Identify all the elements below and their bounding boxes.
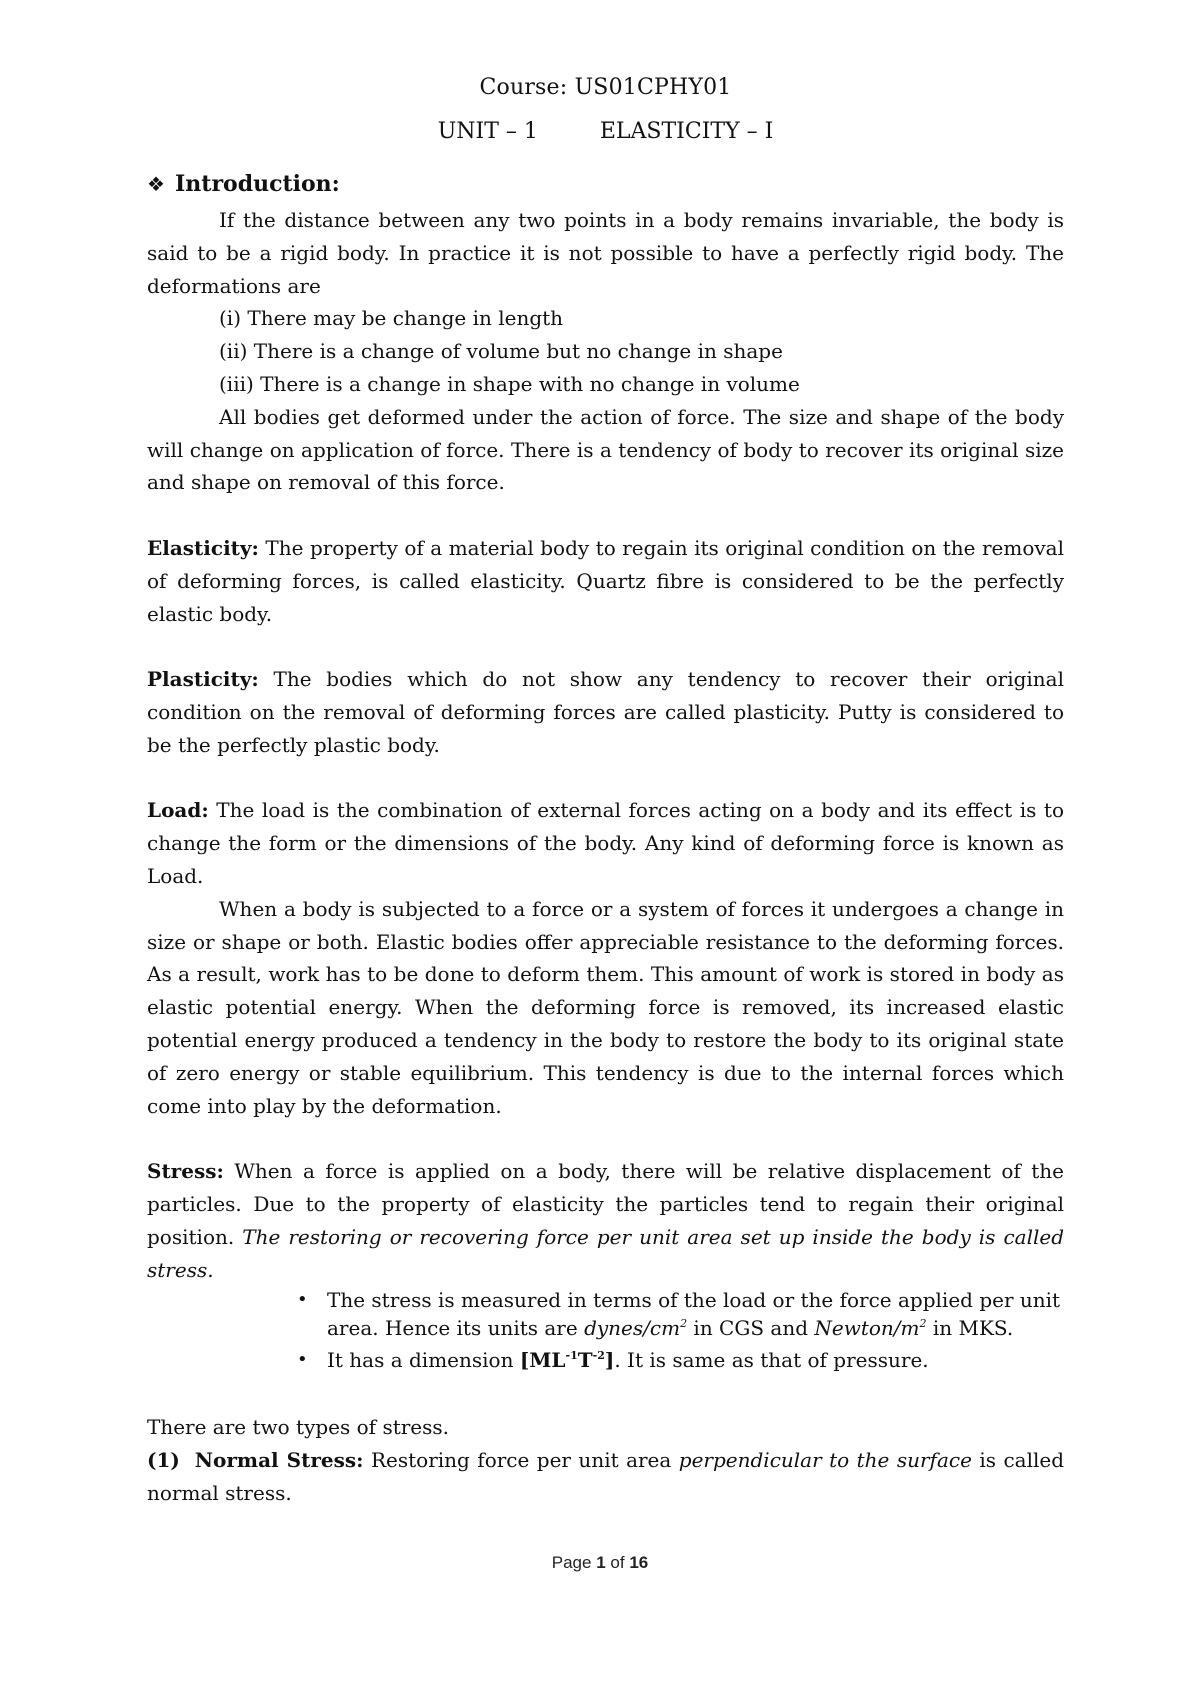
cgs-unit (584, 1316, 687, 1340)
dimension-t: T (577, 1348, 593, 1373)
dimension-text: It has a dimension (327, 1348, 520, 1373)
stress-bullet-list (147, 1286, 1064, 1374)
normal-stress-text: Restoring force per unit area (363, 1447, 679, 1472)
cgs-unit-exponent: 2 (680, 1317, 688, 1331)
normal-stress-number: (1) (147, 1447, 180, 1472)
load-term: Load: (147, 798, 209, 823)
introduction-heading-text: Introduction: (175, 171, 340, 197)
normal-stress-term: Normal Stress: (194, 1447, 364, 1472)
load-paragraph-2: When a body is subjected to a force or a system of forces it undergoes a change in size or shape or both. Elastic bodies offer appreciable resistance to the deforming forces. As a result, work has to be done to deform them. This amount of work is stored in body as elastic potential energy. When the deforming force is removed, its increased elastic potential energy produced a tendency in the body to restore the body to its original state of zero energy or stable equilibrium. This tendency is due to the internal forces which come into play by the deformation. (147, 896, 1064, 1118)
intro-paragraph-2: All bodies get deformed under the action of force. The size and shape of the body will change on application of force. There is a tendency of body to recover its original size and shape on removal of this force. (147, 404, 1064, 495)
stress-paragraph (147, 1155, 1064, 1286)
introduction-heading (147, 164, 1064, 204)
normal-stress-text-end: is called normal stress. (147, 1447, 1065, 1505)
stress-text: When a force is applied on a body, there will be relative displacement of the particles. Due to the property of elasticity the particles tend to regain their original position. (147, 1159, 1064, 1249)
stress-units-end: in MKS. (926, 1316, 1014, 1341)
page-footer (0, 1553, 1200, 1573)
elasticity-paragraph (147, 532, 1064, 630)
mks-unit-base: Newton/m (814, 1316, 920, 1341)
plasticity-text: The bodies which do not show any tendency to recover their original condition on the removal of deforming forces are called plasticity. Putty is considered to be the perfectly plastic body. (147, 667, 1064, 757)
mks-unit (814, 1316, 926, 1340)
stress-term: Stress: (147, 1159, 224, 1184)
stress-types-intro: There are two types of stress. (147, 1415, 450, 1440)
unit-title: ELASTICITY – I (599, 119, 774, 144)
normal-stress-italic: perpendicular to the surface (678, 1447, 972, 1472)
elasticity-text: The property of a material body to regain its original condition on the removal of deforming forces, is called elasticity. Quartz fibre is considered to be the perfectly elastic body. (147, 535, 1064, 626)
dimension-exp-1: -1 (565, 1349, 578, 1363)
deformation-item-1: (i) There may be change in length (219, 306, 564, 331)
load-text: The load is the combination of external forces acting on a body and its effect is to change the form or the dimensions of the body. Any kind of deforming force is known as Load. (147, 798, 1064, 888)
stress-bullet-dimension (291, 1346, 1064, 1374)
dimension-exp-2: -2 (592, 1349, 605, 1363)
unit-heading (147, 112, 1064, 152)
plasticity-paragraph (147, 663, 1064, 761)
deformation-item-3: (iii) There is a change in shape with no change in volume (219, 371, 800, 396)
dimension-close: ] (604, 1348, 615, 1373)
load-paragraph (147, 794, 1064, 892)
normal-stress-paragraph (147, 1444, 1064, 1510)
footer-of-word: of (610, 1553, 625, 1572)
course-title: Course: US01CPHY01 (479, 75, 732, 100)
unit-number: UNIT – 1 (437, 119, 538, 144)
plasticity-term: Plasticity: (147, 667, 259, 692)
footer-page-word: Page (551, 1553, 592, 1572)
mks-unit-exponent: 2 (919, 1317, 927, 1331)
dimension-formula (520, 1348, 615, 1372)
diamond-bullet-icon: ❖ (147, 172, 165, 196)
footer-page-total: 16 (629, 1553, 649, 1572)
intro-paragraph: If the distance between any two points in a body remains invariable, the body is said to be a rigid body. In practice it is not possible to have a perfectly rigid body. The deformations are (147, 208, 1064, 298)
deformation-item-2: (ii) There is a change of volume but no change in shape (219, 339, 783, 364)
stress-units-text: The stress is measured in terms of the load or the force applied per unit area. Hence its units are (327, 1288, 1061, 1341)
stress-definition: The restoring or recovering force per unit area set up inside the body is called stress. (147, 1224, 1065, 1282)
bullet-dot-icon: • (297, 1289, 308, 1311)
dimension-text-end: . It is same as that of pressure. (614, 1348, 929, 1373)
stress-bullet-units (291, 1286, 1064, 1342)
cgs-unit-base: dynes/cm (584, 1316, 681, 1341)
bullet-dot-icon: • (297, 1349, 308, 1371)
dimension-ml: [ML (519, 1348, 566, 1373)
stress-units-mid: in CGS and (687, 1316, 815, 1341)
footer-page-number: 1 (596, 1553, 606, 1572)
elasticity-term: Elasticity: (147, 535, 259, 560)
